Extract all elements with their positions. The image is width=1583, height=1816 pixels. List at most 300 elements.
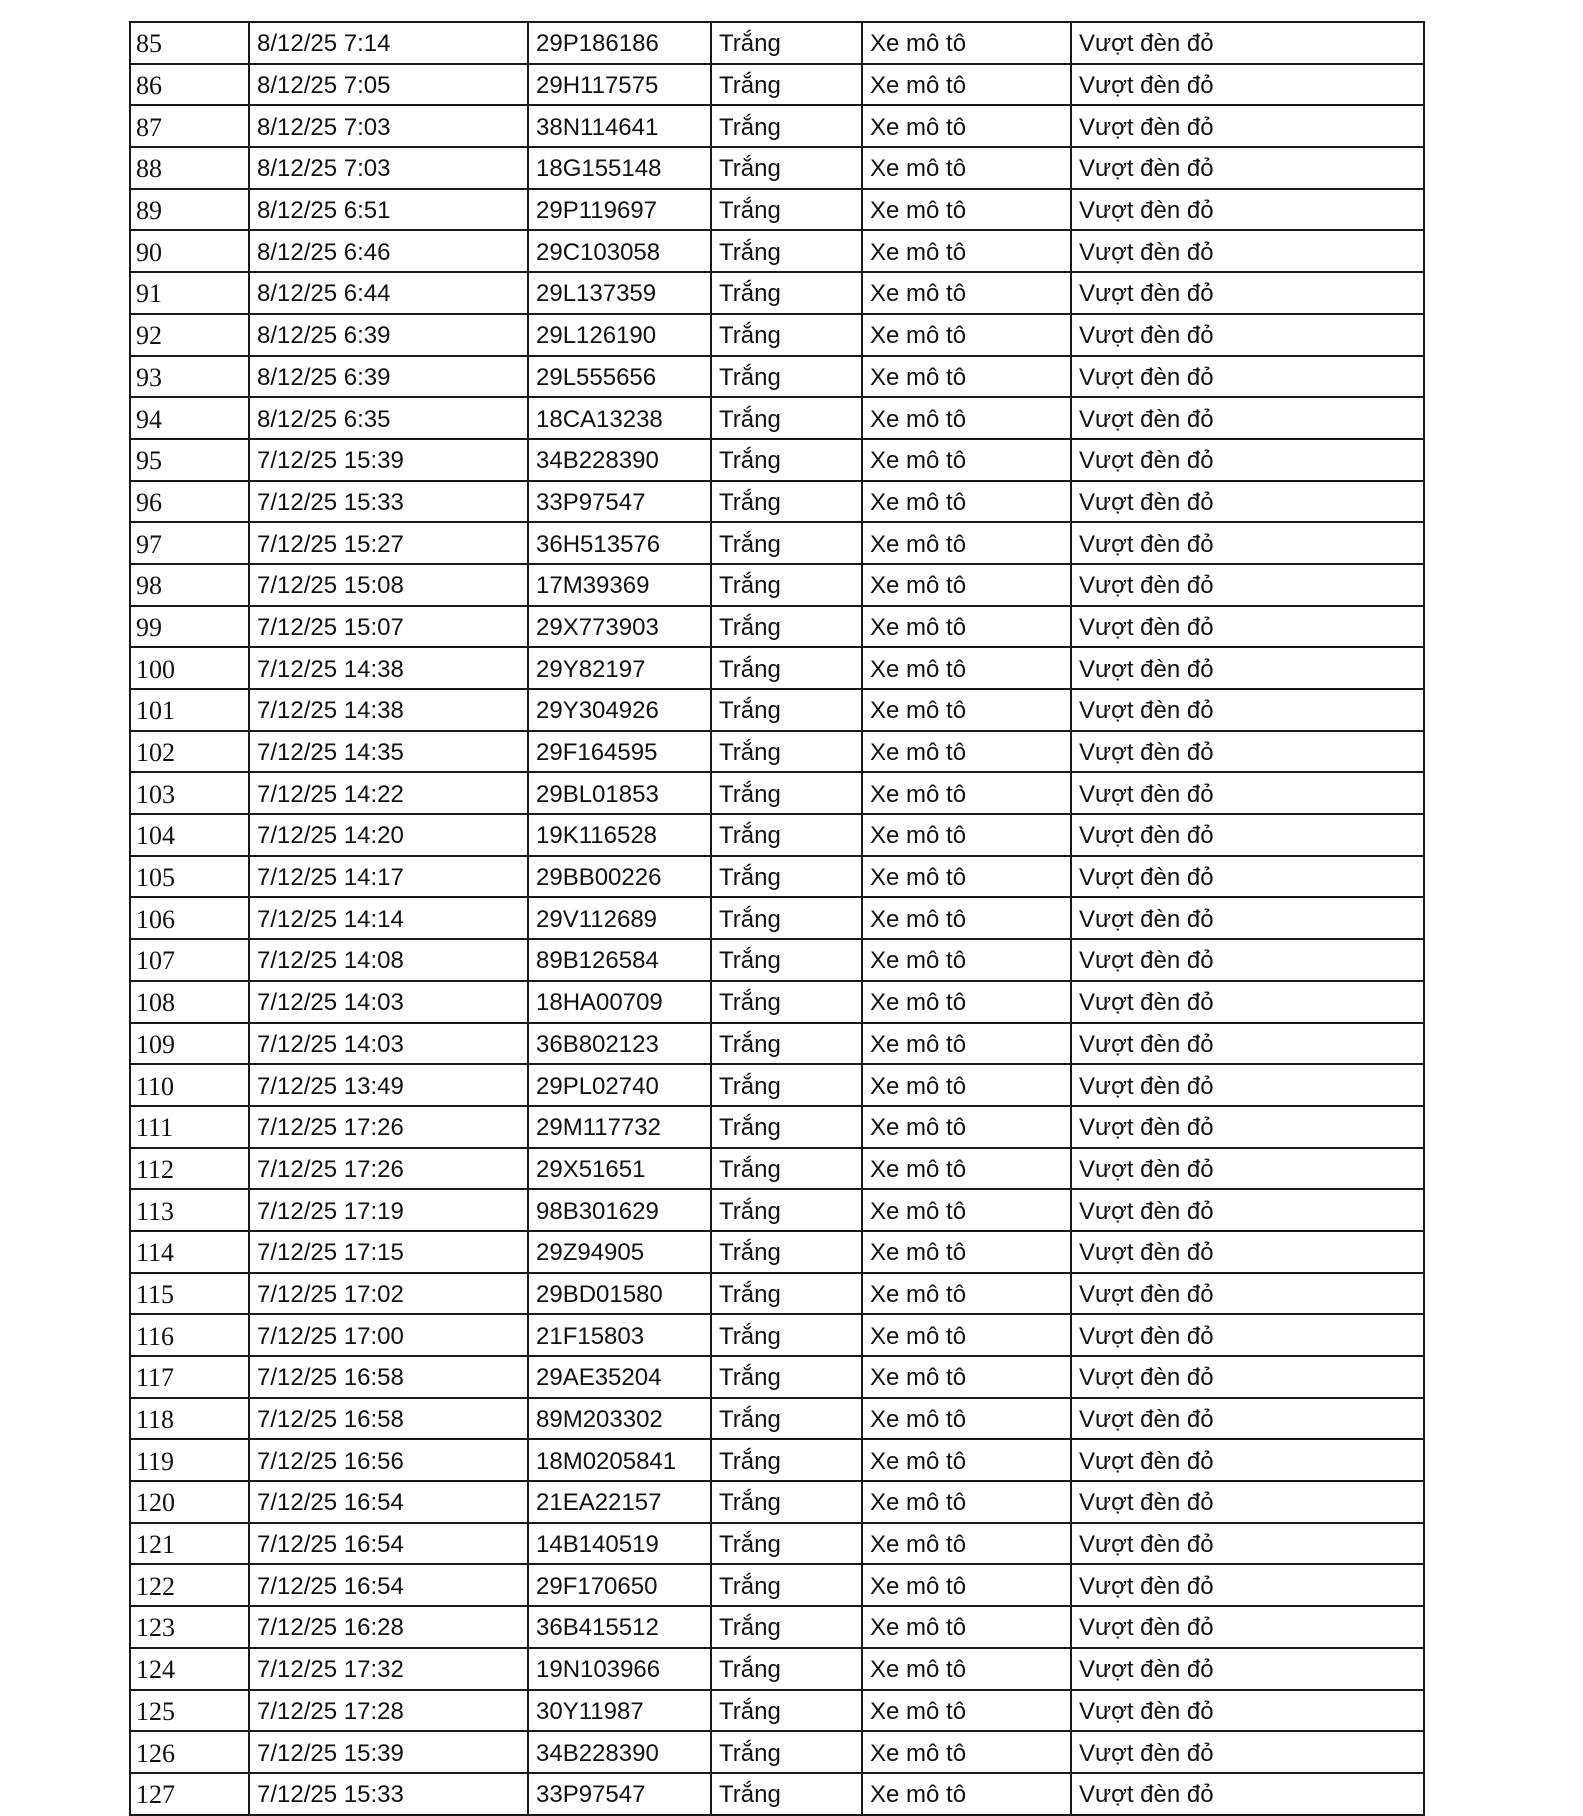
timestamp-cell: 7/12/25 17:32 [249,1648,528,1690]
license-plate-cell: 29P119697 [528,189,711,231]
license-plate-cell: 19N103966 [528,1648,711,1690]
row-number-cell: 114 [130,1231,249,1273]
table-row [130,230,1424,272]
vehicle-type-cell: Xe mô tô [862,897,1071,939]
vehicle-type-cell: Xe mô tô [862,1314,1071,1356]
violations-table-body [130,22,1424,1815]
violations-table [129,21,1425,1816]
violation-cell: Vượt đèn đỏ [1071,439,1424,481]
plate-color-cell: Trắng [711,1148,862,1190]
timestamp-cell: 7/12/25 14:38 [249,689,528,731]
timestamp-cell: 7/12/25 15:07 [249,606,528,648]
timestamp-cell: 7/12/25 14:35 [249,731,528,773]
table-row [130,1398,1424,1440]
table-row [130,147,1424,189]
vehicle-type-cell: Xe mô tô [862,189,1071,231]
row-number-cell: 111 [130,1106,249,1148]
row-number-cell: 96 [130,481,249,523]
table-row [130,1314,1424,1356]
violation-cell: Vượt đèn đỏ [1071,1356,1424,1398]
table-row [130,105,1424,147]
timestamp-cell: 8/12/25 6:46 [249,230,528,272]
license-plate-cell: 29F164595 [528,731,711,773]
row-number-cell: 86 [130,64,249,106]
license-plate-cell: 29L555656 [528,356,711,398]
row-number-cell: 120 [130,1481,249,1523]
vehicle-type-cell: Xe mô tô [862,1731,1071,1773]
row-number-cell: 118 [130,1398,249,1440]
vehicle-type-cell: Xe mô tô [862,105,1071,147]
license-plate-cell: 29P186186 [528,22,711,64]
violation-cell: Vượt đèn đỏ [1071,1564,1424,1606]
row-number-cell: 93 [130,356,249,398]
timestamp-cell: 7/12/25 15:33 [249,1773,528,1815]
row-number-cell: 123 [130,1606,249,1648]
violation-cell: Vượt đèn đỏ [1071,1606,1424,1648]
row-number-cell: 92 [130,314,249,356]
table-row [130,1606,1424,1648]
vehicle-type-cell: Xe mô tô [862,1273,1071,1315]
table-row [130,731,1424,773]
vehicle-type-cell: Xe mô tô [862,731,1071,773]
plate-color-cell: Trắng [711,1731,862,1773]
timestamp-cell: 8/12/25 7:03 [249,147,528,189]
license-plate-cell: 29C103058 [528,230,711,272]
vehicle-type-cell: Xe mô tô [862,647,1071,689]
plate-color-cell: Trắng [711,939,862,981]
license-plate-cell: 38N114641 [528,105,711,147]
row-number-cell: 88 [130,147,249,189]
table-row [130,22,1424,64]
table-row [130,397,1424,439]
vehicle-type-cell: Xe mô tô [862,1564,1071,1606]
row-number-cell: 102 [130,731,249,773]
timestamp-cell: 7/12/25 16:56 [249,1439,528,1481]
violation-cell: Vượt đèn đỏ [1071,564,1424,606]
table-row [130,1731,1424,1773]
vehicle-type-cell: Xe mô tô [862,689,1071,731]
timestamp-cell: 8/12/25 7:05 [249,64,528,106]
license-plate-cell: 29F170650 [528,1564,711,1606]
row-number-cell: 119 [130,1439,249,1481]
violation-cell: Vượt đèn đỏ [1071,1314,1424,1356]
row-number-cell: 98 [130,564,249,606]
vehicle-type-cell: Xe mô tô [862,939,1071,981]
license-plate-cell: 29V112689 [528,897,711,939]
table-row [130,1356,1424,1398]
violation-cell: Vượt đèn đỏ [1071,856,1424,898]
license-plate-cell: 14B140519 [528,1523,711,1565]
license-plate-cell: 29PL02740 [528,1064,711,1106]
license-plate-cell: 18CA13238 [528,397,711,439]
row-number-cell: 125 [130,1690,249,1732]
timestamp-cell: 8/12/25 6:39 [249,314,528,356]
table-row [130,564,1424,606]
timestamp-cell: 7/12/25 17:26 [249,1106,528,1148]
plate-color-cell: Trắng [711,1773,862,1815]
timestamp-cell: 7/12/25 15:39 [249,439,528,481]
vehicle-type-cell: Xe mô tô [862,230,1071,272]
vehicle-type-cell: Xe mô tô [862,439,1071,481]
vehicle-type-cell: Xe mô tô [862,1189,1071,1231]
table-row [130,814,1424,856]
row-number-cell: 127 [130,1773,249,1815]
timestamp-cell: 7/12/25 17:15 [249,1231,528,1273]
plate-color-cell: Trắng [711,397,862,439]
table-row [130,1148,1424,1190]
timestamp-cell: 7/12/25 14:20 [249,814,528,856]
plate-color-cell: Trắng [711,1439,862,1481]
license-plate-cell: 21F15803 [528,1314,711,1356]
license-plate-cell: 29BB00226 [528,856,711,898]
timestamp-cell: 7/12/25 16:28 [249,1606,528,1648]
license-plate-cell: 89B126584 [528,939,711,981]
row-number-cell: 87 [130,105,249,147]
violation-cell: Vượt đèn đỏ [1071,772,1424,814]
violation-cell: Vượt đèn đỏ [1071,314,1424,356]
timestamp-cell: 8/12/25 7:14 [249,22,528,64]
plate-color-cell: Trắng [711,1064,862,1106]
table-row [130,439,1424,481]
violation-cell: Vượt đèn đỏ [1071,1481,1424,1523]
violation-cell: Vượt đèn đỏ [1071,397,1424,439]
license-plate-cell: 36B415512 [528,1606,711,1648]
table-row [130,939,1424,981]
plate-color-cell: Trắng [711,439,862,481]
license-plate-cell: 34B228390 [528,439,711,481]
vehicle-type-cell: Xe mô tô [862,22,1071,64]
vehicle-type-cell: Xe mô tô [862,64,1071,106]
plate-color-cell: Trắng [711,1189,862,1231]
license-plate-cell: 29BD01580 [528,1273,711,1315]
vehicle-type-cell: Xe mô tô [862,1606,1071,1648]
license-plate-cell: 98B301629 [528,1189,711,1231]
violation-cell: Vượt đèn đỏ [1071,1189,1424,1231]
timestamp-cell: 7/12/25 17:19 [249,1189,528,1231]
license-plate-cell: 29Y82197 [528,647,711,689]
plate-color-cell: Trắng [711,1314,862,1356]
vehicle-type-cell: Xe mô tô [862,1481,1071,1523]
violation-cell: Vượt đèn đỏ [1071,1398,1424,1440]
plate-color-cell: Trắng [711,1690,862,1732]
license-plate-cell: 36B802123 [528,1023,711,1065]
row-number-cell: 115 [130,1273,249,1315]
table-row [130,856,1424,898]
plate-color-cell: Trắng [711,772,862,814]
violation-cell: Vượt đèn đỏ [1071,147,1424,189]
plate-color-cell: Trắng [711,522,862,564]
table-row [130,606,1424,648]
violation-cell: Vượt đèn đỏ [1071,189,1424,231]
table-row [130,481,1424,523]
vehicle-type-cell: Xe mô tô [862,397,1071,439]
vehicle-type-cell: Xe mô tô [862,606,1071,648]
row-number-cell: 109 [130,1023,249,1065]
timestamp-cell: 8/12/25 6:35 [249,397,528,439]
table-row [130,1690,1424,1732]
violation-cell: Vượt đèn đỏ [1071,1648,1424,1690]
license-plate-cell: 29AE35204 [528,1356,711,1398]
table-row [130,64,1424,106]
violation-cell: Vượt đèn đỏ [1071,272,1424,314]
row-number-cell: 91 [130,272,249,314]
violation-cell: Vượt đèn đỏ [1071,814,1424,856]
timestamp-cell: 7/12/25 14:17 [249,856,528,898]
vehicle-type-cell: Xe mô tô [862,481,1071,523]
row-number-cell: 97 [130,522,249,564]
timestamp-cell: 7/12/25 16:58 [249,1398,528,1440]
violation-cell: Vượt đèn đỏ [1071,1523,1424,1565]
violation-cell: Vượt đèn đỏ [1071,230,1424,272]
plate-color-cell: Trắng [711,147,862,189]
vehicle-type-cell: Xe mô tô [862,1148,1071,1190]
license-plate-cell: 34B228390 [528,1731,711,1773]
table-row [130,1773,1424,1815]
row-number-cell: 110 [130,1064,249,1106]
violation-cell: Vượt đèn đỏ [1071,1023,1424,1065]
timestamp-cell: 7/12/25 14:03 [249,1023,528,1065]
row-number-cell: 85 [130,22,249,64]
timestamp-cell: 8/12/25 6:39 [249,356,528,398]
license-plate-cell: 29X51651 [528,1148,711,1190]
vehicle-type-cell: Xe mô tô [862,1439,1071,1481]
table-row [130,1523,1424,1565]
plate-color-cell: Trắng [711,814,862,856]
violation-cell: Vượt đèn đỏ [1071,1690,1424,1732]
row-number-cell: 90 [130,230,249,272]
plate-color-cell: Trắng [711,356,862,398]
timestamp-cell: 7/12/25 13:49 [249,1064,528,1106]
plate-color-cell: Trắng [711,1023,862,1065]
license-plate-cell: 17M39369 [528,564,711,606]
vehicle-type-cell: Xe mô tô [862,1523,1071,1565]
plate-color-cell: Trắng [711,1481,862,1523]
row-number-cell: 126 [130,1731,249,1773]
timestamp-cell: 7/12/25 14:22 [249,772,528,814]
timestamp-cell: 7/12/25 14:08 [249,939,528,981]
timestamp-cell: 7/12/25 15:08 [249,564,528,606]
plate-color-cell: Trắng [711,731,862,773]
license-plate-cell: 29Z94905 [528,1231,711,1273]
plate-color-cell: Trắng [711,1648,862,1690]
timestamp-cell: 7/12/25 14:38 [249,647,528,689]
plate-color-cell: Trắng [711,647,862,689]
table-row [130,1439,1424,1481]
table-row [130,981,1424,1023]
plate-color-cell: Trắng [711,481,862,523]
timestamp-cell: 7/12/25 14:14 [249,897,528,939]
row-number-cell: 106 [130,897,249,939]
timestamp-cell: 7/12/25 15:27 [249,522,528,564]
license-plate-cell: 29L126190 [528,314,711,356]
plate-color-cell: Trắng [711,64,862,106]
plate-color-cell: Trắng [711,1231,862,1273]
plate-color-cell: Trắng [711,272,862,314]
vehicle-type-cell: Xe mô tô [862,1356,1071,1398]
license-plate-cell: 18G155148 [528,147,711,189]
license-plate-cell: 19K116528 [528,814,711,856]
row-number-cell: 100 [130,647,249,689]
violation-cell: Vượt đèn đỏ [1071,939,1424,981]
violation-cell: Vượt đèn đỏ [1071,647,1424,689]
violation-cell: Vượt đèn đỏ [1071,731,1424,773]
plate-color-cell: Trắng [711,689,862,731]
row-number-cell: 104 [130,814,249,856]
license-plate-cell: 29X773903 [528,606,711,648]
violation-cell: Vượt đèn đỏ [1071,1064,1424,1106]
timestamp-cell: 7/12/25 17:00 [249,1314,528,1356]
row-number-cell: 105 [130,856,249,898]
vehicle-type-cell: Xe mô tô [862,856,1071,898]
vehicle-type-cell: Xe mô tô [862,772,1071,814]
vehicle-type-cell: Xe mô tô [862,981,1071,1023]
violation-cell: Vượt đèn đỏ [1071,1731,1424,1773]
license-plate-cell: 30Y11987 [528,1690,711,1732]
table-row [130,1648,1424,1690]
violation-cell: Vượt đèn đỏ [1071,689,1424,731]
license-plate-cell: 36H513576 [528,522,711,564]
table-row [130,356,1424,398]
violation-cell: Vượt đèn đỏ [1071,1231,1424,1273]
violation-cell: Vượt đèn đỏ [1071,1106,1424,1148]
violation-cell: Vượt đèn đỏ [1071,105,1424,147]
license-plate-cell: 89M203302 [528,1398,711,1440]
table-row [130,897,1424,939]
plate-color-cell: Trắng [711,897,862,939]
timestamp-cell: 8/12/25 6:51 [249,189,528,231]
license-plate-cell: 33P97547 [528,1773,711,1815]
vehicle-type-cell: Xe mô tô [862,356,1071,398]
table-row [130,1023,1424,1065]
vehicle-type-cell: Xe mô tô [862,1648,1071,1690]
table-row [130,522,1424,564]
vehicle-type-cell: Xe mô tô [862,1064,1071,1106]
plate-color-cell: Trắng [711,189,862,231]
timestamp-cell: 7/12/25 17:28 [249,1690,528,1732]
vehicle-type-cell: Xe mô tô [862,1773,1071,1815]
plate-color-cell: Trắng [711,856,862,898]
plate-color-cell: Trắng [711,22,862,64]
timestamp-cell: 7/12/25 17:26 [249,1148,528,1190]
license-plate-cell: 21EA22157 [528,1481,711,1523]
vehicle-type-cell: Xe mô tô [862,564,1071,606]
vehicle-type-cell: Xe mô tô [862,1398,1071,1440]
row-number-cell: 108 [130,981,249,1023]
row-number-cell: 99 [130,606,249,648]
plate-color-cell: Trắng [711,1564,862,1606]
timestamp-cell: 7/12/25 17:02 [249,1273,528,1315]
table-row [130,1064,1424,1106]
plate-color-cell: Trắng [711,1273,862,1315]
violation-cell: Vượt đèn đỏ [1071,1773,1424,1815]
row-number-cell: 103 [130,772,249,814]
table-row [130,1273,1424,1315]
row-number-cell: 89 [130,189,249,231]
table-row [130,1481,1424,1523]
row-number-cell: 116 [130,1314,249,1356]
license-plate-cell: 29Y304926 [528,689,711,731]
violation-cell: Vượt đèn đỏ [1071,1148,1424,1190]
violation-cell: Vượt đèn đỏ [1071,981,1424,1023]
timestamp-cell: 8/12/25 7:03 [249,105,528,147]
row-number-cell: 121 [130,1523,249,1565]
vehicle-type-cell: Xe mô tô [862,1690,1071,1732]
table-row [130,772,1424,814]
timestamp-cell: 7/12/25 16:54 [249,1481,528,1523]
vehicle-type-cell: Xe mô tô [862,1106,1071,1148]
timestamp-cell: 7/12/25 16:54 [249,1523,528,1565]
table-row [130,647,1424,689]
table-row [130,314,1424,356]
vehicle-type-cell: Xe mô tô [862,522,1071,564]
violation-cell: Vượt đèn đỏ [1071,481,1424,523]
row-number-cell: 113 [130,1189,249,1231]
plate-color-cell: Trắng [711,1606,862,1648]
table-row [130,1564,1424,1606]
row-number-cell: 101 [130,689,249,731]
table-row [130,189,1424,231]
vehicle-type-cell: Xe mô tô [862,1231,1071,1273]
license-plate-cell: 29L137359 [528,272,711,314]
license-plate-cell: 29H117575 [528,64,711,106]
plate-color-cell: Trắng [711,105,862,147]
violation-cell: Vượt đèn đỏ [1071,64,1424,106]
table-row [130,1231,1424,1273]
license-plate-cell: 18HA00709 [528,981,711,1023]
plate-color-cell: Trắng [711,230,862,272]
plate-color-cell: Trắng [711,606,862,648]
plate-color-cell: Trắng [711,1523,862,1565]
vehicle-type-cell: Xe mô tô [862,814,1071,856]
row-number-cell: 117 [130,1356,249,1398]
plate-color-cell: Trắng [711,1398,862,1440]
timestamp-cell: 7/12/25 16:54 [249,1564,528,1606]
timestamp-cell: 7/12/25 15:33 [249,481,528,523]
violation-cell: Vượt đèn đỏ [1071,1439,1424,1481]
timestamp-cell: 8/12/25 6:44 [249,272,528,314]
violation-cell: Vượt đèn đỏ [1071,606,1424,648]
table-row [130,689,1424,731]
vehicle-type-cell: Xe mô tô [862,147,1071,189]
violation-cell: Vượt đèn đỏ [1071,356,1424,398]
timestamp-cell: 7/12/25 15:39 [249,1731,528,1773]
license-plate-cell: 18M0205841 [528,1439,711,1481]
plate-color-cell: Trắng [711,1106,862,1148]
row-number-cell: 95 [130,439,249,481]
table-row [130,1106,1424,1148]
table-row [130,272,1424,314]
violation-cell: Vượt đèn đỏ [1071,522,1424,564]
violation-cell: Vượt đèn đỏ [1071,22,1424,64]
row-number-cell: 124 [130,1648,249,1690]
plate-color-cell: Trắng [711,981,862,1023]
plate-color-cell: Trắng [711,1356,862,1398]
table-row [130,1189,1424,1231]
vehicle-type-cell: Xe mô tô [862,1023,1071,1065]
vehicle-type-cell: Xe mô tô [862,272,1071,314]
license-plate-cell: 29M117732 [528,1106,711,1148]
row-number-cell: 94 [130,397,249,439]
vehicle-type-cell: Xe mô tô [862,314,1071,356]
license-plate-cell: 33P97547 [528,481,711,523]
violation-cell: Vượt đèn đỏ [1071,897,1424,939]
license-plate-cell: 29BL01853 [528,772,711,814]
row-number-cell: 122 [130,1564,249,1606]
row-number-cell: 107 [130,939,249,981]
plate-color-cell: Trắng [711,314,862,356]
timestamp-cell: 7/12/25 14:03 [249,981,528,1023]
violation-cell: Vượt đèn đỏ [1071,1273,1424,1315]
